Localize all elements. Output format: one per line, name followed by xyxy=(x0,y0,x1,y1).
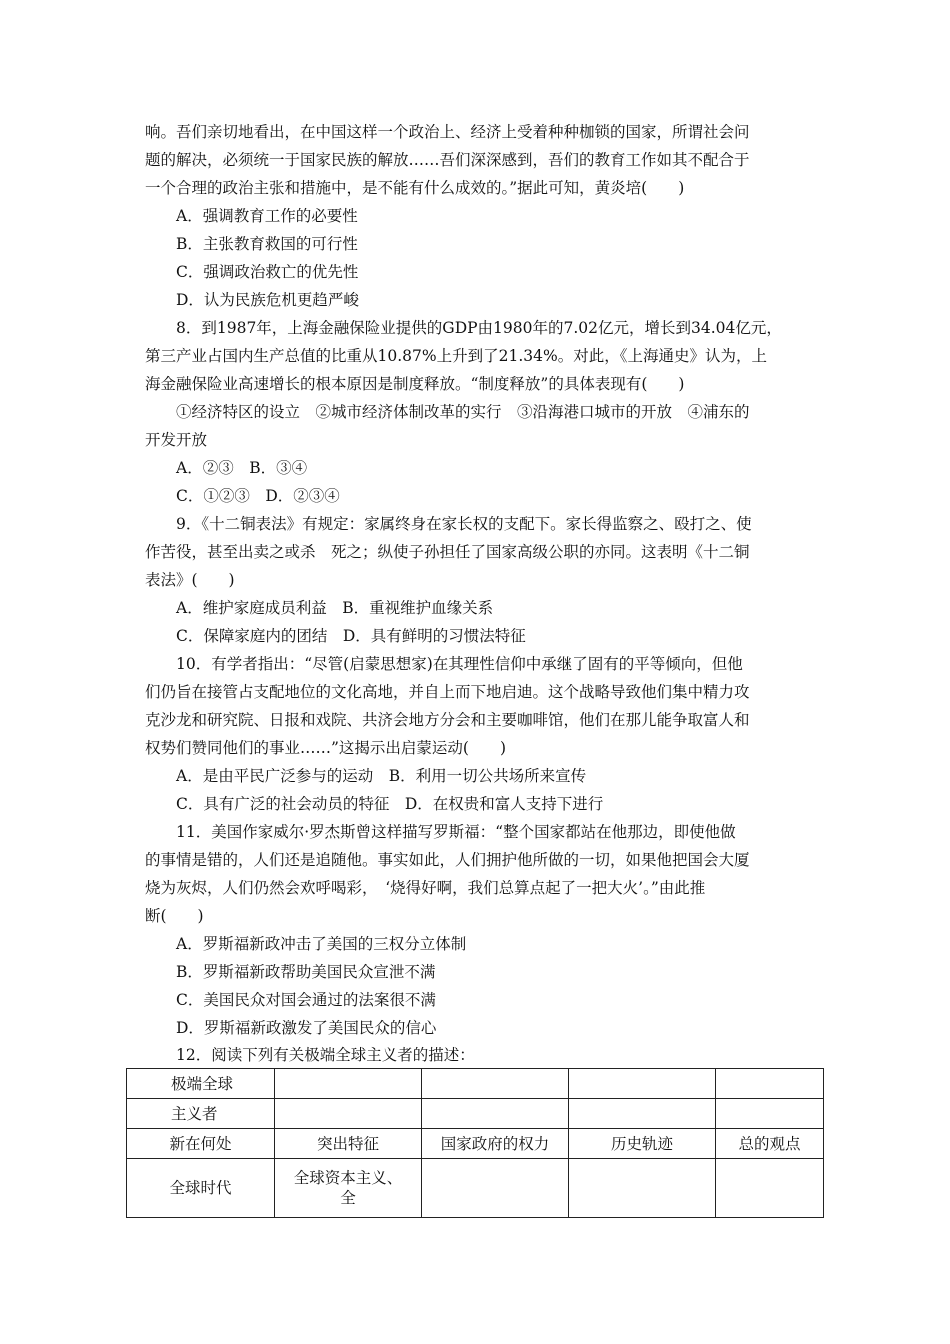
globalist-table xyxy=(126,1068,824,1218)
option-ab: A．是由平民广泛参与的运动 B．利用一切公共场所来宣传 xyxy=(176,767,587,785)
question-11: 11．美国作家威尔·罗杰斯曾这样描写罗斯福：“整个国家都站在他那边，即使他做 xyxy=(176,823,736,841)
table-cell xyxy=(569,1099,716,1129)
table-cell xyxy=(275,1099,422,1129)
text-line: 的事情是错的，人们还是追随他。事实如此，人们拥护他所做的一切，如果他把国会大厦 xyxy=(145,851,750,869)
table-cell xyxy=(422,1159,569,1218)
option-ab: A．②③ B．③④ xyxy=(176,459,308,477)
text-line: 权势们赞同他们的事业……”这揭示出启蒙运动( ) xyxy=(145,739,507,757)
text-line: 烧为灰烬，人们仍然会欢呼喝彩， ‘烧得好啊，我们总算点起了一把大火’。”由此推 xyxy=(145,879,706,897)
column-header: 国家政府的权力 xyxy=(422,1129,569,1159)
text-line: 克沙龙和研究院、日报和戏院、共济会地方分会和主要咖啡馆，他们在那儿能争取富人和 xyxy=(145,711,750,729)
table-cell xyxy=(716,1069,824,1099)
text-line: 题的解决，必须统一于国家民族的解放……吾们深深感到，吾们的教育工作如其不配合于 xyxy=(145,151,750,169)
table-row xyxy=(127,1069,824,1099)
text-line: 表法》( ) xyxy=(145,571,235,589)
question-8: 8．到1987年，上海金融保险业提供的GDP由1980年的7.02亿元，增长到34.04亿元， xyxy=(176,319,782,337)
option-cd: C．①②③ D．②③④ xyxy=(176,487,340,505)
text-line: 作苦役，甚至出卖之或杀 死之；纵使子孙担任了国家高级公职的亦同。这表明《十二铜 xyxy=(145,543,750,561)
question-9: 9．《十二铜表法》有规定：家属终身在家长权的支配下。家长得监察之、殴打之、使 xyxy=(176,515,752,533)
option-a: A．罗斯福新政冲击了美国的三权分立体制 xyxy=(176,935,467,953)
question-10: 10．有学者指出：“尽管(启蒙思想家)在其理性信仰中承继了固有的平等倾向，但他 xyxy=(176,655,743,673)
text-line: 第三产业占国内生产总值的比重从10.87%上升到了21.34%。对此，《上海通史》认为，上 xyxy=(145,347,767,365)
table-cell xyxy=(422,1099,569,1129)
text-line: 断( ) xyxy=(145,907,204,925)
option-cd: C．具有广泛的社会动员的特征 D．在权贵和富人支持下进行 xyxy=(176,795,604,813)
table-cell xyxy=(716,1159,824,1218)
question-12: 12．阅读下列有关极端全球主义者的描述： xyxy=(176,1046,475,1064)
option-d: D．认为民族危机更趋严峻 xyxy=(176,291,359,309)
column-header: 新在何处 xyxy=(127,1129,275,1159)
table-cell xyxy=(569,1159,716,1218)
text-line: 们仍旨在接管占支配地位的文化高地，并自上而下地启迪。这个战略导致他们集中精力攻 xyxy=(145,683,750,701)
table-row xyxy=(127,1099,824,1129)
column-header: 历史轨迹 xyxy=(569,1129,716,1159)
table-row xyxy=(127,1159,824,1218)
cell-line: 全球资本主义、 xyxy=(293,1169,403,1187)
cell-line: 全 xyxy=(340,1189,356,1207)
option-c: C．美国民众对国会通过的法案很不满 xyxy=(176,991,436,1009)
text-line: 一个合理的政治主张和措施中，是不能有什么成效的。”据此可知，黄炎培( ) xyxy=(145,179,685,197)
option-b: B．主张教育救国的可行性 xyxy=(176,235,358,253)
table-cell xyxy=(716,1099,824,1129)
text-line: 海金融保险业高速增长的根本原因是制度释放。“制度释放”的具体表现有( ) xyxy=(145,375,685,393)
option-b: B．罗斯福新政帮助美国民众宣泄不满 xyxy=(176,963,436,981)
table-cell xyxy=(275,1159,422,1218)
column-header: 突出特征 xyxy=(275,1129,422,1159)
table-header-row xyxy=(127,1129,824,1159)
text-line: 开发开放 xyxy=(145,431,208,449)
text-line: 响。吾们亲切地看出，在中国这样一个政治上、经济上受着种种枷锁的国家，所谓社会问 xyxy=(145,123,750,141)
table-cell xyxy=(275,1069,422,1099)
table-cell xyxy=(422,1069,569,1099)
column-header: 总的观点 xyxy=(716,1129,824,1159)
option-ab: A．维护家庭成员利益 B．重视维护血缘关系 xyxy=(176,599,494,617)
option-d: D．罗斯福新政激发了美国民众的信心 xyxy=(176,1019,437,1037)
option-c: C．强调政治救亡的优先性 xyxy=(176,263,359,281)
option-a: A．强调教育工作的必要性 xyxy=(176,207,358,225)
table-cell xyxy=(569,1069,716,1099)
text-line: ①经济特区的设立 ②城市经济体制改革的实行 ③沿海港口城市的开放 ④浦东的 xyxy=(176,403,750,421)
table-cell: 极端全球 xyxy=(127,1069,275,1099)
option-cd: C．保障家庭内的团结 D．具有鲜明的习惯法特征 xyxy=(176,627,526,645)
table-cell: 主义者 xyxy=(127,1099,275,1129)
table-cell: 全球时代 xyxy=(127,1159,275,1218)
